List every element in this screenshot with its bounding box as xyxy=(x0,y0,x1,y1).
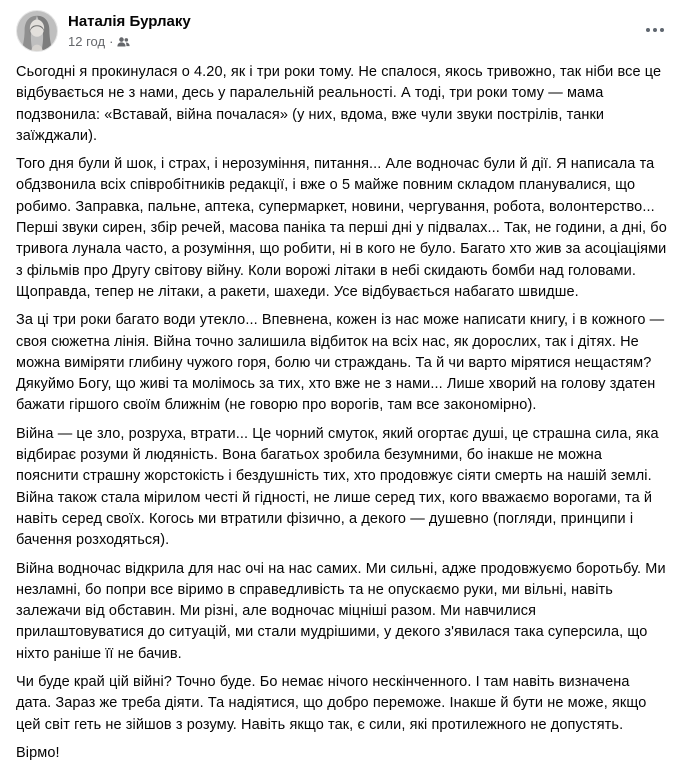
post-paragraph: Війна водночас відкрила для нас очі на нас самих. Ми сильні, адже продовжуємо боротьбу. Ми незламні, бо попри все віримо в справедливість та не опускаємо руки, ми вільні, навіть залежачи від обставин. Ми різні, але водночас міцніші разом. Ми навчилися прилаштовуватися до ситуацій, ми стали мудрішими, у декого з'явилася така суперсила, що ніхто раніше її не бачив. xyxy=(16,560,666,662)
post-paragraph: Сьогодні я прокинулася о 4.20, як і три роки тому. Не спалося, якось тривожно, так ніби все це відбувається не з нами, десь у паралельній реальності. А тоді, три роки тому — мама подзвонила: «Вставай, війна почалася» (у них, вдома, вже чули звуки пострілів, танки заїжджали). xyxy=(16,64,662,144)
more-options-dot xyxy=(646,28,650,32)
more-options-button[interactable] xyxy=(639,14,671,46)
post-header xyxy=(16,10,667,52)
post-paragraph: Війна — це зло, розруха, втрати... Це чорний смуток, який огортає душі, це страшна сила, яка відбирає розуми й людяність. Вона багатьох зробила безумними, бо інакше не можна пояснити страшну жорстокість і бездушність тих, хто продовжує сіяти смерть на нашій землі. Війна також стала мірилом честі й гідності, не лише серед тих, кого вважаємо ворогами, та й навіть серед своїх. Когось ми втратили фізично, а декого — душевно (погляди, принципи і бачення розходяться). xyxy=(16,425,659,549)
post-body xyxy=(16,62,667,764)
post-paragraph: Чи буде край цій війні? Точно буде. Бо немає нічого нескінченного. І там навіть визначена дата. Зараз же треба діяти. Та надіятися, що добро переможе. Інакше й бути не може, якщо цей світ геть не зійшов з розуму. Навіть якщо так, є сили, які протилежного не допустять. xyxy=(16,674,647,733)
friends-audience-icon xyxy=(117,36,130,48)
meta-separator: · xyxy=(109,34,114,49)
avatar[interactable] xyxy=(16,10,58,52)
post-paragraph: Вірмо! xyxy=(16,744,60,761)
more-options-dot xyxy=(660,28,664,32)
timestamp-link[interactable]: 12 год xyxy=(68,34,106,49)
avatar-portrait-grayscale xyxy=(17,11,57,51)
more-options-dot xyxy=(653,28,657,32)
post-paragraph: Того дня були й шок, і страх, і нерозуміння, питання... Але водночас були й дії. Я написала та обдзвонила всіх співробітників редакції, і вже о 5 майже повним складом планувалися, що робимо. Заправка, пальне, аптека, супермаркет, новини, чергування, робота, волонтерство... Перші звуки сирен, збір речей, масова паніка та перші дні у підвалах... Так, не години, а дні, бо тривога лунала часто, а розуміння, що робити, ні в кого не було. Багато хто жив за асоціаціями з фільмів про Другу світову війну. Коли ворожі літаки в небі скидають бомби над головами. Щоправда, тепер не літаки, а ракети, шахеди. Усе відбувається набагато швидше. xyxy=(16,156,667,300)
post-meta xyxy=(68,33,191,50)
author-name-link[interactable]: Наталія Бурлаку xyxy=(68,13,191,30)
post-paragraph: За ці три роки багато води утекло... Впевнена, кожен із нас може написати книгу, і в кожного — своя сюжетна лінія. Війна точно залишила відбиток на всіх нас, як дорослих, так і дітях. Не можна виміряти глибину чужого горя, болю чи страждань. Та й чи варто мірятися нещастям? Дякуймо Богу, що живі та молімось за тих, хто вже не з нами... Лише хворий на голову здатен бажати гіршого своїм ближнім (не говорю про ворогів, там все закономірно). xyxy=(16,312,665,414)
header-info xyxy=(68,12,191,50)
